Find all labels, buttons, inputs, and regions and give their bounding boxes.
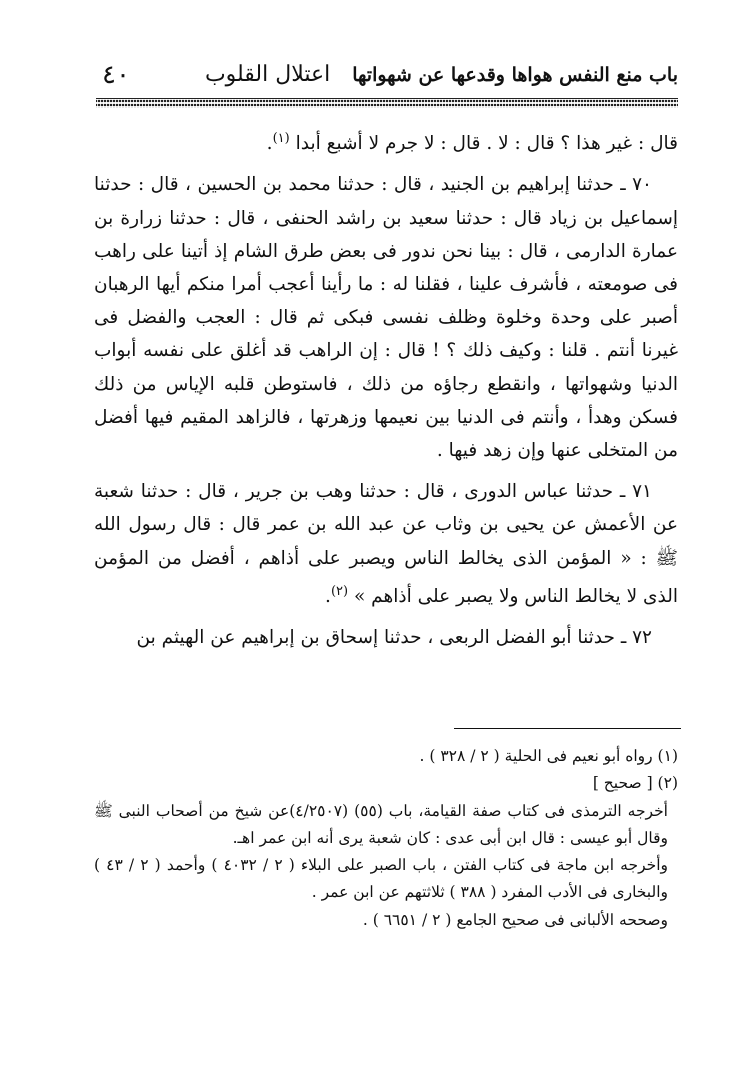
- footnote-separator: [454, 728, 681, 729]
- footnote-2-tirmidhi: أخرجه الترمذى فى كتاب صفة القيامة، باب (٥٥) (٤/٢٥٠٧)عن شيخ من أصحاب النبى ﷺ وقال أبو عيسى : قال ابن أبى عدى : كان شعبة يرى أنه ابن عمر اهـ.: [94, 801, 668, 847]
- footnote-mark-1: (١): [272, 131, 290, 146]
- footnotes: [94, 743, 678, 934]
- paragraph-continuation: قال : غير هذا ؟ قال : لا . قال : لا جرم لا أشبع أبدا $^{(١)}$.: [266, 131, 678, 155]
- paragraph-71: ٧١ ـ حدثنا عباس الدورى ، قال : حدثنا وهب بن جرير ، قال : حدثنا شعبة عن الأعمش عن يحيى بن وثاب عن عبد الله بن عمر قال : قال رسول الله ﷺ : « المؤمن الذى يخالط الناس ويصبر على أذاهم ، أفضل من المؤمن الذى لا يخالط الناس ولا يصبر على أذاهم » $^{(٢)}$.: [94, 481, 678, 607]
- footnote-mark-2: (٢): [330, 583, 349, 599]
- paragraph-70: ٧٠ ـ حدثنا إبراهيم بن الجنيد ، قال : حدثنا محمد بن الحسين ، قال : حدثنا إسماعيل بن زياد قال : حدثنا سعيد بن راشد الحنفى ، قال : حدثنا زرارة بن عمارة الدارمى ، قال : بينا نحن ندور فى بعض طرق الشام إذ أتينا على راهب فى صومعته ، فأشرف علينا ، فقلنا له : ما رأينا أعجب أمرا منكم أيها الرهبان أصبر على وحدة وخلوة وظلف نفسى فبكى ثم قال : العجب والفضل فى غيرنا أنتم . قلنا : وكيف ذلك ؟ ! قال : إن الراهب قد أغلق على نفسه أبواب الدنيا وشهواتها ، وانقطع رجاؤه من ذلك ، فاستوطن قلبه الإياس من ذلك فسكن وهدأ ، وأنتم فى الدنيا بين نعيمها وزهرتها ، فالزاهد المقيم فيها أفضل من المتخلى عنها وإن زهد فيها .: [94, 174, 678, 461]
- paragraph-72: ٧٢ ـ حدثنا أبو الفضل الربعى ، حدثنا إسحاق بن إبراهيم عن الهيثم بن: [136, 627, 652, 649]
- header-ornament-rule: [96, 98, 678, 108]
- book-title: اعتلال القلوب: [204, 62, 331, 87]
- chapter-title: باب منع النفس هواها وقدعها عن شهواتها: [352, 64, 678, 86]
- footnote-2-albani: وصححه الألبانى فى صحيح الجامع ( ٢ / ٦٦٥١ ) .: [362, 910, 668, 929]
- main-text: [94, 122, 678, 660]
- footnote-2-ibn-majah: وأخرجه ابن ماجة فى كتاب الفتن ، باب الصبر على البلاء ( ٢ / ٤٠٣٢ ) وأحمد ( ٢ / ٤٣ ) والبخارى فى الأدب المفرد ( ٣٨٨ ) ثلاثتهم عن ابن عمر .: [94, 856, 668, 902]
- page-number: ٤٠: [102, 60, 130, 90]
- running-header: [96, 62, 678, 96]
- footnote-1: (١) رواه أبو نعيم فى الحلية ( ٢ / ٣٢٨ ) .: [419, 747, 678, 765]
- footnote-2-label: (٢) [ صحيح ]: [592, 774, 678, 793]
